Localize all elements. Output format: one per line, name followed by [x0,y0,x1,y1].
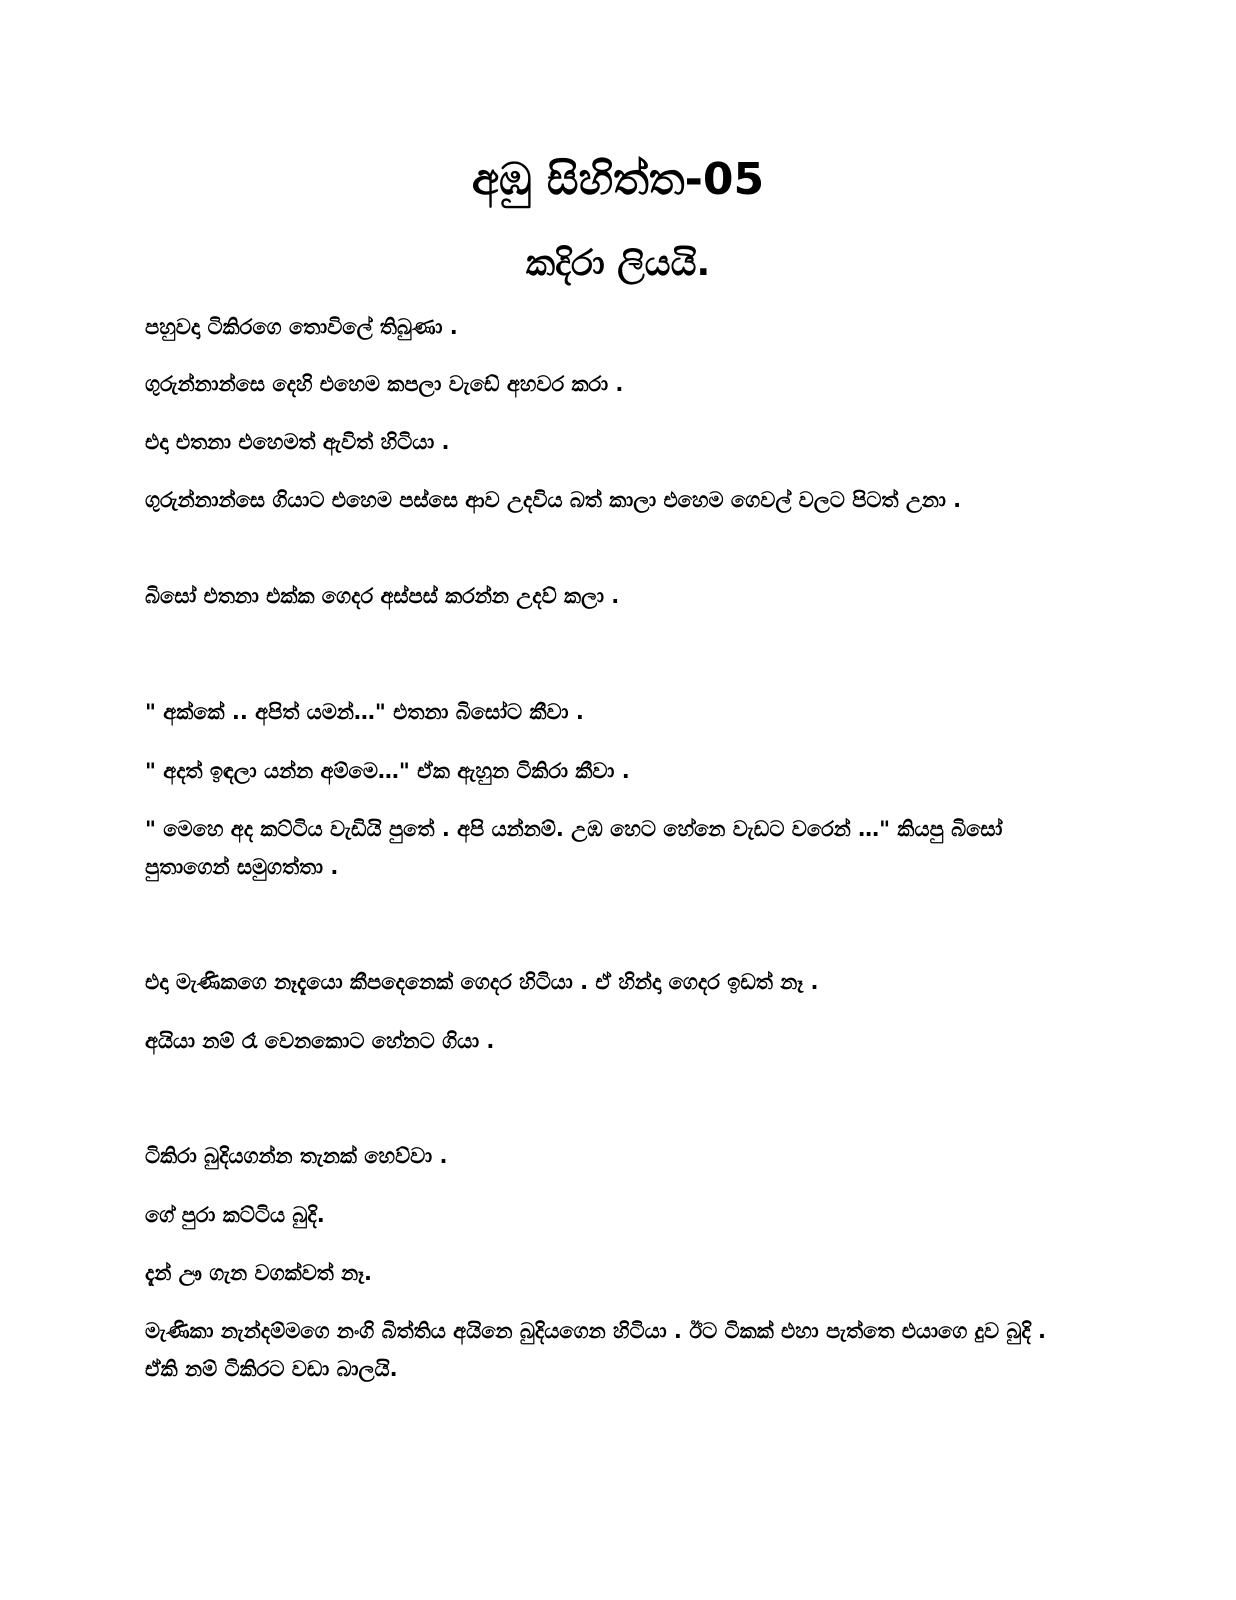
document-title: අඹු සිහිත්ත-05 [471,154,765,205]
paragraph: දැන් ඌ ගැන වගක්වත් නෑ. [145,1261,373,1285]
paragraph: අයියා නම් රෑ වෙනකොට හේනට ගියා . [145,1029,495,1053]
paragraph: එදා එතනා එහෙමත් ඇවිත් හිටියා . [145,430,450,454]
paragraph: ටිකිරා බුදියගන්න තැනක් හෙව්වා . [145,1144,448,1168]
paragraph: ගුරුන්නාන්සෙ දෙහි එහෙම කපලා වැඩේ අහවර කරා . [145,372,624,396]
paragraph: " අදත් ඉඳලා යන්න අම්මෙ…" ඒක ඇහුන ටිකිරා කීවා . [145,759,630,783]
paragraph: පහුවදා ටිකිරගෙ තොවිලේ තිබුණා . [145,315,458,339]
paragraph: ගුරුන්නාන්සෙ ගියාට එහෙම පස්සෙ ආව උදවිය බත් කාලා එහෙම ගෙවල් වලට පිටත් උනා . [145,488,962,512]
paragraph: මැණිකා නැන්දම්මගෙ නංගි බිත්තිය අයිනෙ බුදියගෙන හිටියා . ඊට ටිකක් එහා පැත්තෙ එයාගෙ දුව බුදි . ඒකි නම් ටිකිරට වඩා බාලයි. [145,1319,1047,1381]
paragraph: එදා මැණිකගෙ නෑදැයො කීපදෙනෙක් ගෙදර හිටියා . ඒ හින්දා ගෙදර ඉඩත් නෑ . [145,970,819,994]
paragraph: ගේ පුරා කට්ටිය බුදි. [145,1203,325,1227]
paragraph: බිසෝ එතනා එක්ක ගෙදර අස්පස් කරන්න උදව් කලා . [145,584,620,608]
paragraph: " අක්කේ .. අපිත් යමන්…" එතනා බිසෝට කීවා . [145,700,584,724]
paragraph: " මෙහෙ අද කට්ටිය වැඩියි පුතේ . අපි යන්නම්. උඹ හෙට හේනෙ වැඩට වරෙන් …" කියපු බිසෝ පුතාගෙන් සමුගත්තා . [145,817,1003,879]
author-line: කදිරා ලියයි. [525,243,711,284]
